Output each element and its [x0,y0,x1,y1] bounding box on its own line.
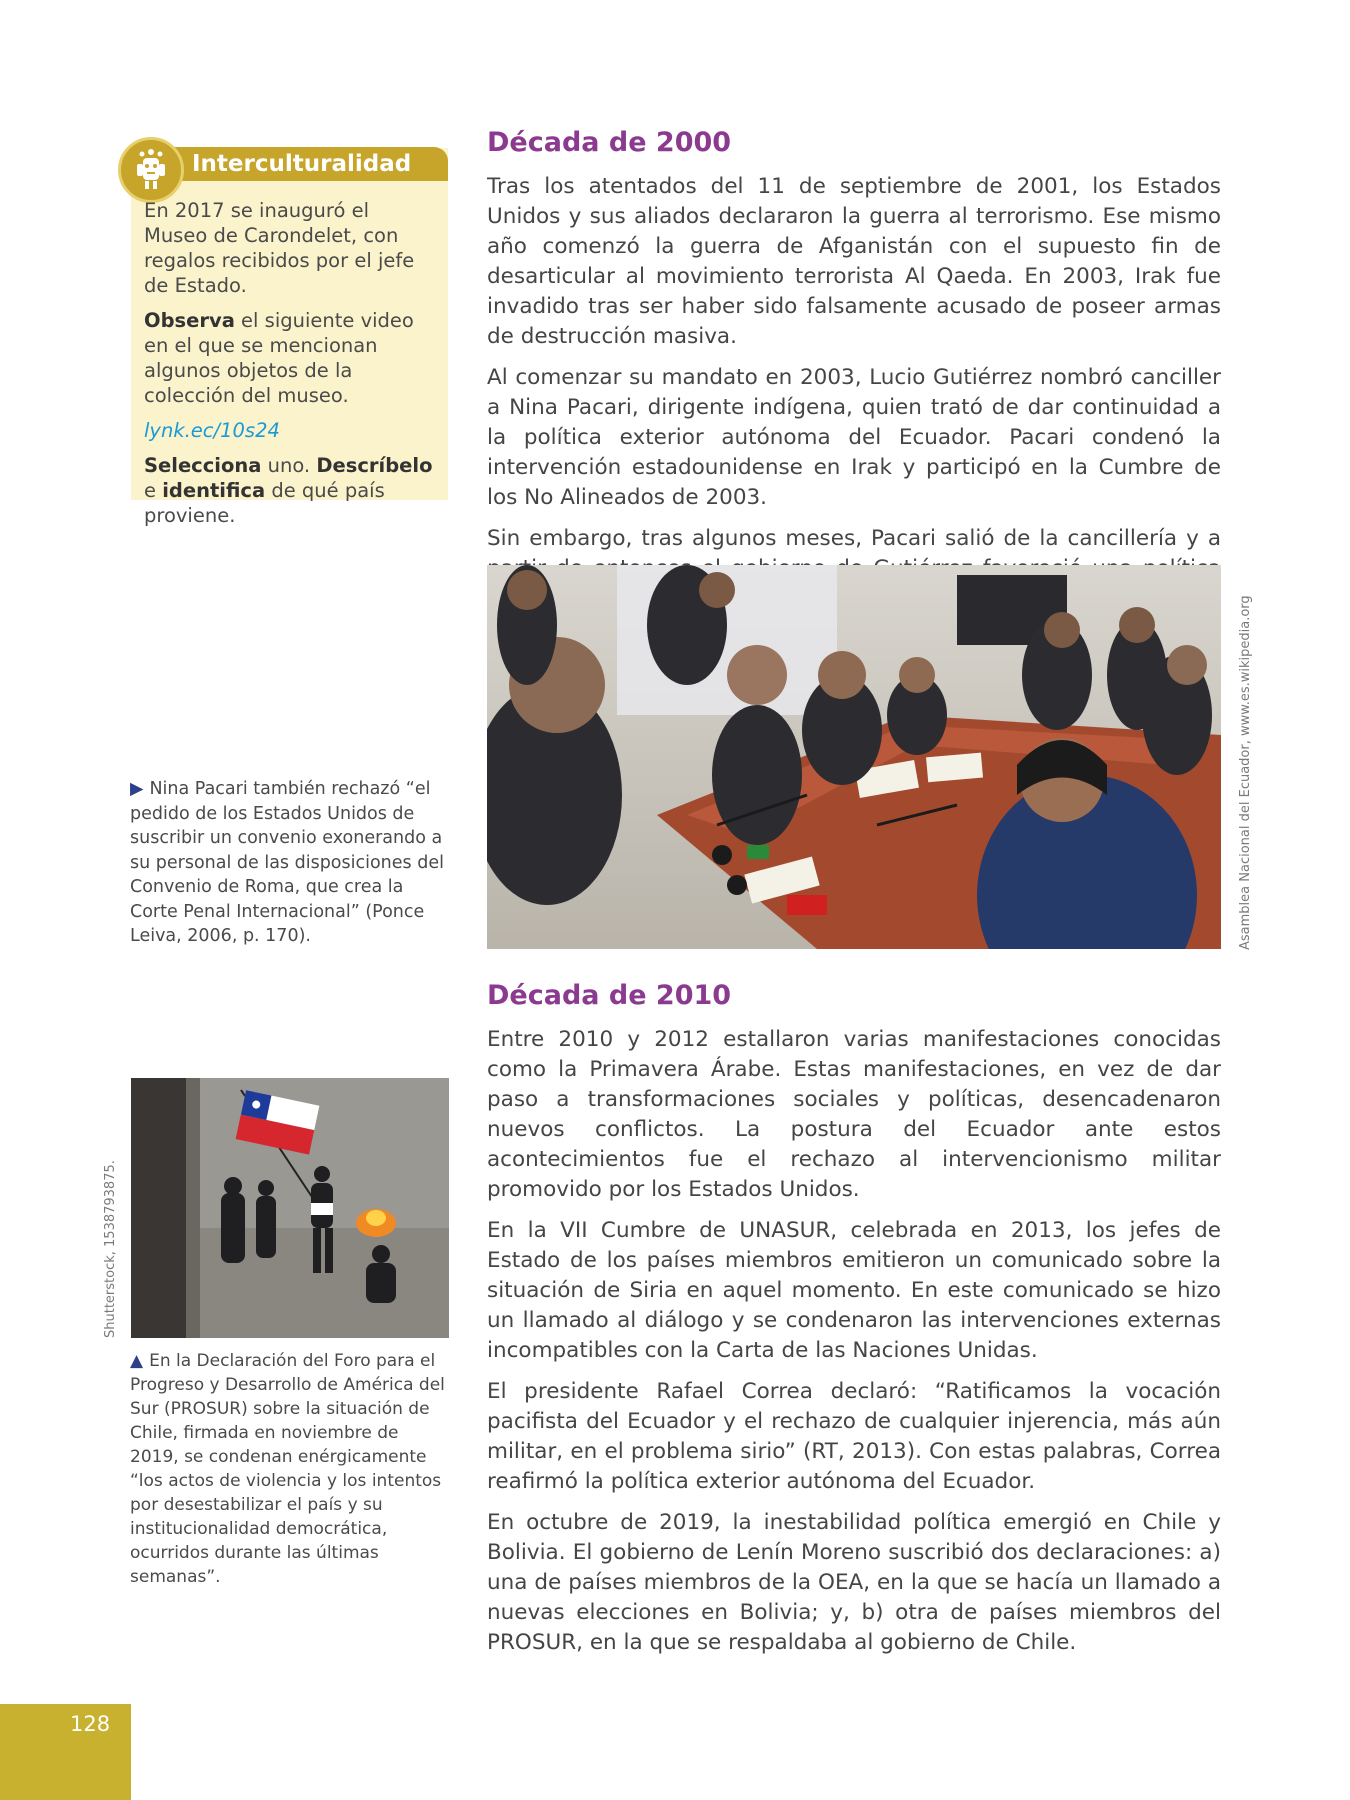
paragraph: Tras los atentados del 11 de septiembre de 2001, los Estados Unidos y sus aliados declararon la guerra al terrorismo. Ese mismo año comenzó la guerra de Afganistán con el supuesto fin de desarticular al movimiento terrorista Al Qaeda. En 2003, Irak fue invadido tras ser haber sido falsamente acusado de poseer armas de destrucción masiva. [487,174,1221,349]
sidebar-bold: Selecciona [144,454,262,477]
paragraph: El presidente Rafael Correa declaró: “Ratificamos la vocación pacifista del Ecuador y el rechazo de cualquier injerencia, más aún militar, en el problema sirio” (RT, 2013). Con estas palabras, Correa reafirmó la política exterior autónoma del Ecuador. [487,1379,1221,1494]
paragraph: En octubre de 2019, la inestabilidad política emergió en Chile y Bolivia. El gobierno de Lenín Moreno suscribió dos declaraciones: a) una de países miembros de la OEA, en la que se hacía un llamado a nuevas elecciones en Bolivia; y, b) otra de países miembros del PROSUR, en la que se respaldaba al gobierno de Chile. [487,1510,1221,1655]
sidebar-paragraph: En 2017 se inauguró el Museo de Carondelet, con regalos recibidos por el jefe de Estado. [144,199,415,297]
paragraph: Entre 2010 y 2012 estallaron varias manifestaciones conocidas como la Primavera Árabe. Estas manifestaciones, en vez de dar paso a transformaciones sociales y políticas, desencadenaron nuevos conflictos. La postura del Ecuador ante estos acontecimientos fue el rechazo al intervencionismo militar promovido por los Estados Unidos. [487,1027,1221,1202]
sidebar-paragraph [144,308,434,408]
section-body-2000 [487,172,1221,625]
photo-chile-protest [131,1078,449,1338]
photo-credit-meeting: Asamblea Nacional del Ecuador, www.es.wikipedia.org [1238,595,1253,950]
video-link[interactable]: lynk.ec/10s24 [144,419,280,442]
caption-pacari [130,777,450,949]
caption-arrow-icon: ▶ [130,779,144,799]
page-number-tab [0,1704,131,1800]
caption-prosur [130,1349,450,1589]
sidebar-text: uno. [261,454,317,477]
paragraph: Al comenzar su mandato en 2003, Lucio Gutiérrez nombró canciller a Nina Pacari, dirigente indígena, quien trató de dar continuidad a la política exterior autónoma del Ecuador. Pacari condenó la intervención estadounidense en Irak y participó en la Cumbre de los No Alineados de 2003. [487,365,1221,510]
section-title-2000: Década de 2000 [487,127,732,158]
interculturalidad-body [144,198,434,538]
interculturalidad-title: Interculturalidad [192,151,412,177]
sidebar-text: e [144,479,163,502]
caption-arrow-icon: ▲ [130,1351,144,1371]
photo-credit-protest: Shutterstock, 1538793875. [103,1160,118,1338]
paragraph: En la VII Cumbre de UNASUR, celebrada en 2013, los jefes de Estado de los países miembros emitieron un comunicado sobre la situación de Siria en aquel momento. En este comunicado se hizo un llamado al diálogo y se condenaron las intervenciones externas incompatibles con la Carta de las Naciones Unidas. [487,1218,1221,1363]
interculturalidad-icon [118,137,184,203]
photo-meeting [487,565,1221,949]
section-body-2010 [487,1025,1221,1669]
caption-text: Nina Pacari también rechazó “el pedido de los Estados Unidos de suscribir un convenio exonerando a su personal de las disposiciones del Convenio de Roma, que crea la Corte Penal Internacional” (Ponce Leiva, 2006, p. 170). [130,779,444,946]
section-title-2010: Década de 2010 [487,980,732,1011]
sidebar-bold: Observa [144,309,235,332]
sidebar-bold: identifica [162,479,266,502]
sidebar-text: de qué país proviene. [144,479,385,527]
caption-text: En la Declaración del Foro para el Progreso y Desarrollo de América del Sur (PROSUR) sobre la situación de Chile, firmada en noviembre de 2019, se condenan enérgicamente “los actos de violencia y los intentos por desestabilizar el país y su institucionalidad democrática, ocurridos durante las últimas semanas”. [130,1351,445,1587]
sidebar-paragraph [144,453,434,528]
paragraph: Sin embargo, tras algunos meses, Pacari salió de la cancillería y a [487,526,1221,551]
page-number: 128 [70,1712,111,1736]
sidebar-bold: Descríbelo [316,454,433,477]
sidebar-text: el siguiente video en el que se mencionan algunos objetos de la colección del museo. [144,309,414,407]
